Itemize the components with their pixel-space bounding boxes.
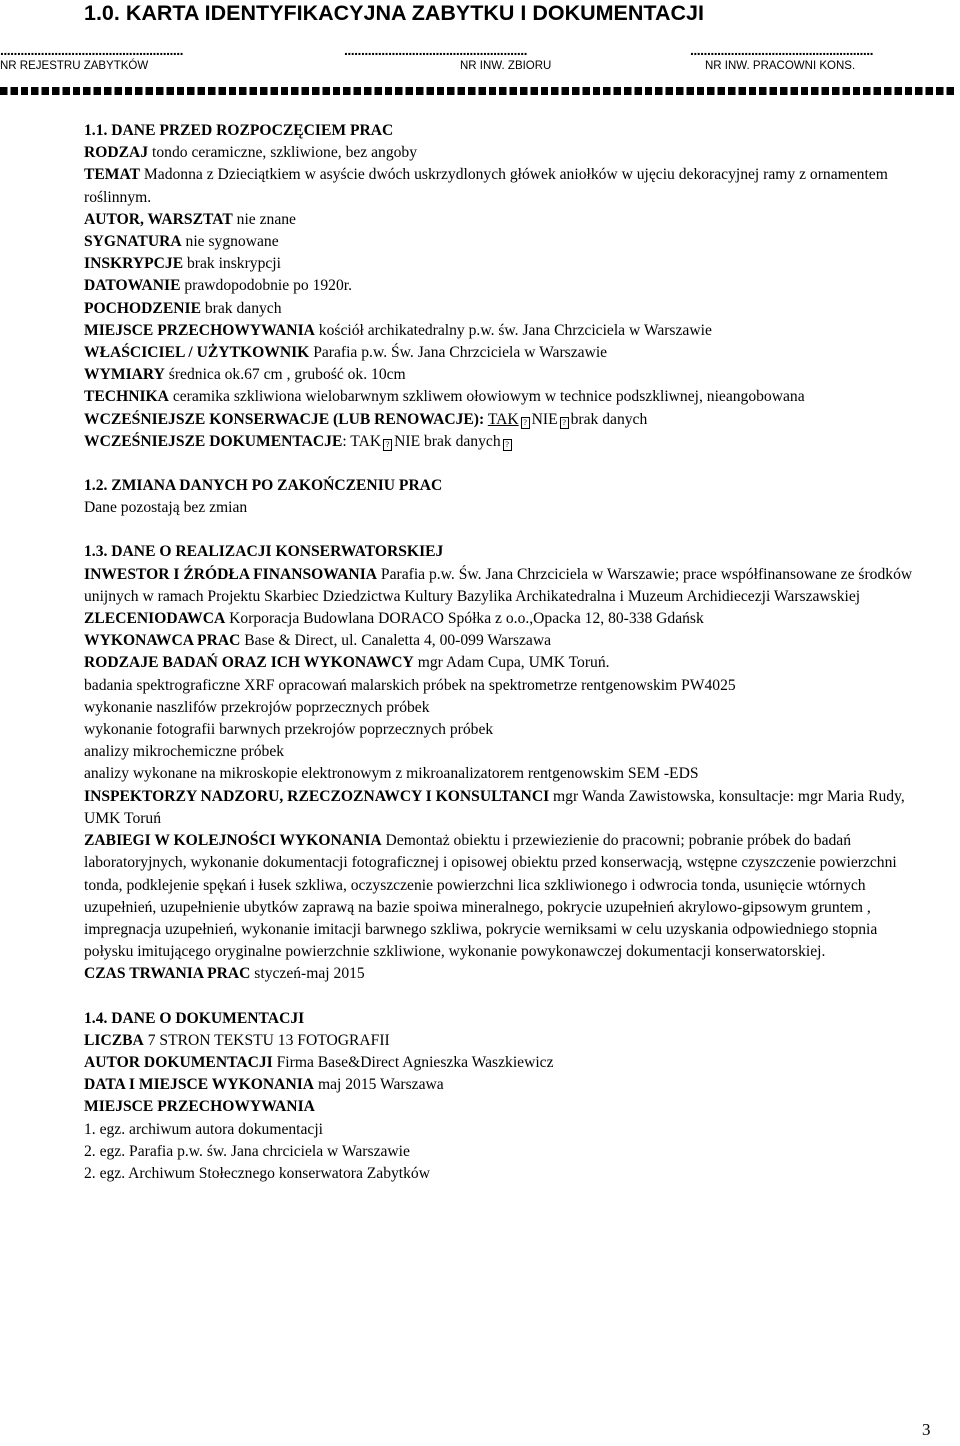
field-value: tondo ceramiczne, szkliwione, bez angoby	[148, 144, 418, 162]
field-datowanie	[84, 275, 926, 297]
field-value: nie znane	[232, 210, 296, 228]
field-value: Base & Direct, ul. Canaletta 4, 00-099 Warszawa	[240, 632, 552, 650]
field-label: WCZEŚNIEJSZE DOKUMENTACJE	[84, 432, 343, 450]
field-label: MIEJSCE PRZECHOWYWANIA	[84, 1098, 315, 1116]
field-label: AUTOR, WARSZTAT	[84, 210, 233, 228]
register-field	[0, 44, 183, 73]
field-label: WŁAŚCICIEL / UŻYTKOWNIK	[84, 344, 310, 362]
inventory-workshop-label: NR INW. PRACOWNI KONS.	[705, 60, 856, 72]
checkbox-icon: ?	[560, 417, 569, 429]
field-value: kościół archikatedralny p.w. św. Jana Chrzciciela w Warszawie	[314, 321, 712, 339]
field-liczba	[84, 1030, 926, 1052]
field-label: DATA I MIEJSCE WYKONANIA	[84, 1076, 315, 1094]
field-inwestor	[84, 564, 926, 608]
option-tak: : TAK	[342, 432, 382, 450]
option-nie: NIE	[531, 410, 558, 428]
section-heading: 1.3. DANE O REALIZACJI KONSERWATORSKIEJ	[84, 543, 444, 561]
field-temat	[84, 164, 926, 208]
field-label: DATOWANIE	[84, 277, 181, 295]
field-value: Demontaż obiektu i przewiezienie do pracowni; pobranie próbek do badań laboratoryjnych, wykonanie dokumentacji fotograficznej i opisowej obiektu przed konserwacją, wstępne czyszczenie powierzchni tonda, podklejenie spękań i łusek szkliwa, oczyszczenie powierzchni lica szkliwionego i odwrocia tonda, usunięcie wtórnych uzupełnień, uzupełnienie ubytków zaprawą na bazie spoiwa mineralnego, pokrycie uzupełnień akrylowo-gipsowym gruntem , impregnacja uzupełnień, wykonanie imitacji barwnego szkliwa, pokrycie werniksami w celu uzyskania odpowiedniego stopnia połysku imitującego oryginalne powierzchnie szkliwione, wykonanie powykonawczej dokumentacji konserwatorskiej.	[84, 832, 897, 961]
field-value: ceramika szkliwiona wielobarwnym szkliwem ołowiowym w technice podszkliwnej, nieangobowana	[168, 388, 805, 406]
field-label: WYKONAWCA PRAC	[84, 632, 241, 650]
field-data-miejsce	[84, 1074, 926, 1096]
spacer	[84, 986, 926, 1008]
field-inspektorzy	[84, 786, 926, 830]
field-wlasciciel	[84, 342, 926, 364]
field-label: WCZEŚNIEJSZE KONSERWACJE (LUB RENOWACJE):	[84, 410, 485, 428]
field-badania	[84, 652, 926, 674]
field-label: SYGNATURA	[84, 233, 182, 251]
field-wymiary	[84, 364, 926, 386]
register-numbers-row	[0, 44, 960, 74]
field-autor	[84, 209, 926, 231]
section-heading: 1.4. DANE O DOKUMENTACJI	[84, 1009, 305, 1027]
field-label: LICZBA	[84, 1031, 144, 1049]
square-divider	[0, 85, 960, 97]
field-value: mgr Wanda Zawistowska, konsultacje: mgr Maria Rudy, UMK Toruń	[84, 787, 905, 827]
list-item: analizy wykonane na mikroskopie elektronowym z mikroanalizatorem rentgenowskim SEM -EDS	[84, 765, 699, 783]
list-item: wykonanie naszlifów przekrojów poprzecznych próbek	[84, 698, 430, 716]
field-dokumentacje	[84, 431, 926, 453]
inventory-collection-label: NR INW. ZBIORU	[460, 60, 552, 72]
field-value: prawdopodobnie po 1920r.	[180, 277, 352, 295]
field-value: mgr Adam Cupa, UMK Toruń.	[413, 654, 610, 672]
field-label: ZLECENIODAWCA	[84, 610, 226, 628]
field-miejsce	[84, 320, 926, 342]
field-value: Korporacja Budowlana DORACO Spółka z o.o.,Opacka 12, 80-338 Gdańsk	[225, 610, 704, 628]
field-label: INSKRYPCJE	[84, 255, 184, 273]
checkbox-icon: ?	[503, 439, 512, 451]
field-inskrypcje	[84, 253, 926, 275]
inventory-workshop-field	[690, 44, 873, 73]
spacer	[84, 453, 926, 475]
field-value: maj 2015 Warszawa	[314, 1076, 444, 1094]
section-heading: 1.1. DANE PRZED ROZPOCZĘCIEM PRAC	[84, 122, 394, 139]
spacer	[84, 519, 926, 541]
register-dots: ......................................................	[0, 42, 184, 58]
field-label: RODZAJ	[84, 144, 149, 162]
field-label: INWESTOR I ŹRÓDŁA FINANSOWANIA	[84, 565, 378, 583]
field-zabiegi	[84, 830, 926, 963]
inventory-workshop-dots: ......................................................	[690, 42, 874, 58]
list-item: 2. egz. Parafia p.w. św. Jana chrciciela w Warszawie	[84, 1142, 410, 1160]
field-value: Parafia p.w. Św. Jana Chrzciciela w Warszawie; prace współfinansowane ze środków unijnych w ramach Projektu Skarbiec Dziedzictwa Kultury Bazylika Archikatedralna i Muzeum Archidiecezji Warszawskiej	[84, 565, 913, 605]
list-item: 1. egz. archiwum autora dokumentacji	[84, 1120, 324, 1138]
field-label: CZAS TRWANIA PRAC	[84, 965, 251, 983]
field-zleceniodawca	[84, 608, 926, 630]
page-title: 1.0. KARTA IDENTYFIKACYJNA ZABYTKU I DOKUMENTACJI	[84, 1, 704, 25]
field-label: MIEJSCE PRZECHOWYWANIA	[84, 321, 315, 339]
field-rodzaj	[84, 142, 926, 164]
field-value: Madonna z Dzieciątkiem w asyście dwóch uskrzydlonych główek aniołków w ujęciu dekoracyjnej ramy z ornamentem roślinnym.	[84, 166, 888, 206]
page-number: 3	[922, 1420, 931, 1439]
field-label: POCHODZENIE	[84, 299, 201, 317]
list-item: wykonanie fotografii barwnych przekrojów poprzecznych próbek	[84, 721, 494, 739]
field-label: RODZAJE BADAŃ ORAZ ICH WYKONAWCY	[84, 654, 414, 672]
list-item: analizy mikrochemiczne próbek	[84, 743, 285, 761]
checkbox-icon: ?	[383, 439, 392, 451]
checkbox-icon: ?	[521, 417, 530, 429]
option-nie: NIE brak danych	[394, 432, 501, 450]
list-item: badania spektrograficzne XRF opracowań malarskich próbek na spektrometrze rentgenowskim PW4025	[84, 676, 736, 694]
field-konserwacje	[84, 409, 926, 431]
field-value: Parafia p.w. Św. Jana Chrzciciela w Warszawie	[309, 344, 608, 362]
field-label: WYMIARY	[84, 366, 165, 384]
inventory-collection-dots: ......................................................	[344, 42, 528, 58]
field-autor-dokumentacji	[84, 1052, 926, 1074]
field-value: Firma Base&Direct Agnieszka Waszkiewicz	[272, 1053, 554, 1071]
field-sygnatura	[84, 231, 926, 253]
field-label: ZABIEGI W KOLEJNOŚCI WYKONANIA	[84, 832, 382, 850]
field-technika	[84, 386, 926, 408]
field-value: 7 STRON TEKSTU 13 FOTOGRAFII	[143, 1031, 390, 1049]
field-value: nie sygnowane	[181, 233, 279, 251]
document-body	[84, 120, 926, 1185]
section-heading: 1.2. ZMIANA DANYCH PO ZAKOŃCZENIU PRAC	[84, 477, 443, 495]
field-wykonawca	[84, 630, 926, 652]
field-pochodzenie	[84, 298, 926, 320]
field-value: brak danych	[200, 299, 282, 317]
field-value: styczeń-maj 2015	[250, 965, 365, 983]
field-label: TEMAT	[84, 166, 141, 184]
field-label: AUTOR DOKUMENTACJI	[84, 1053, 273, 1071]
option-brak: brak danych	[570, 410, 648, 428]
field-miejsce-przechowywania	[84, 1096, 926, 1118]
list-item: 2. egz. Archiwum Stołecznego konserwatora Zabytków	[84, 1164, 430, 1182]
section-text: Dane pozostają bez zmian	[84, 499, 248, 517]
inventory-collection-field	[344, 44, 551, 73]
option-tak: TAK	[487, 410, 519, 428]
field-value: brak inskrypcji	[183, 255, 281, 273]
field-label: TECHNIKA	[84, 388, 169, 406]
field-value: średnica ok.67 cm , grubość ok. 10cm	[164, 366, 406, 384]
register-label: NR REJESTRU ZABYTKÓW	[0, 60, 149, 72]
field-label: INSPEKTORZY NADZORU, RZECZOZNAWCY I KONSULTANCI	[84, 787, 550, 805]
field-czas	[84, 963, 926, 985]
